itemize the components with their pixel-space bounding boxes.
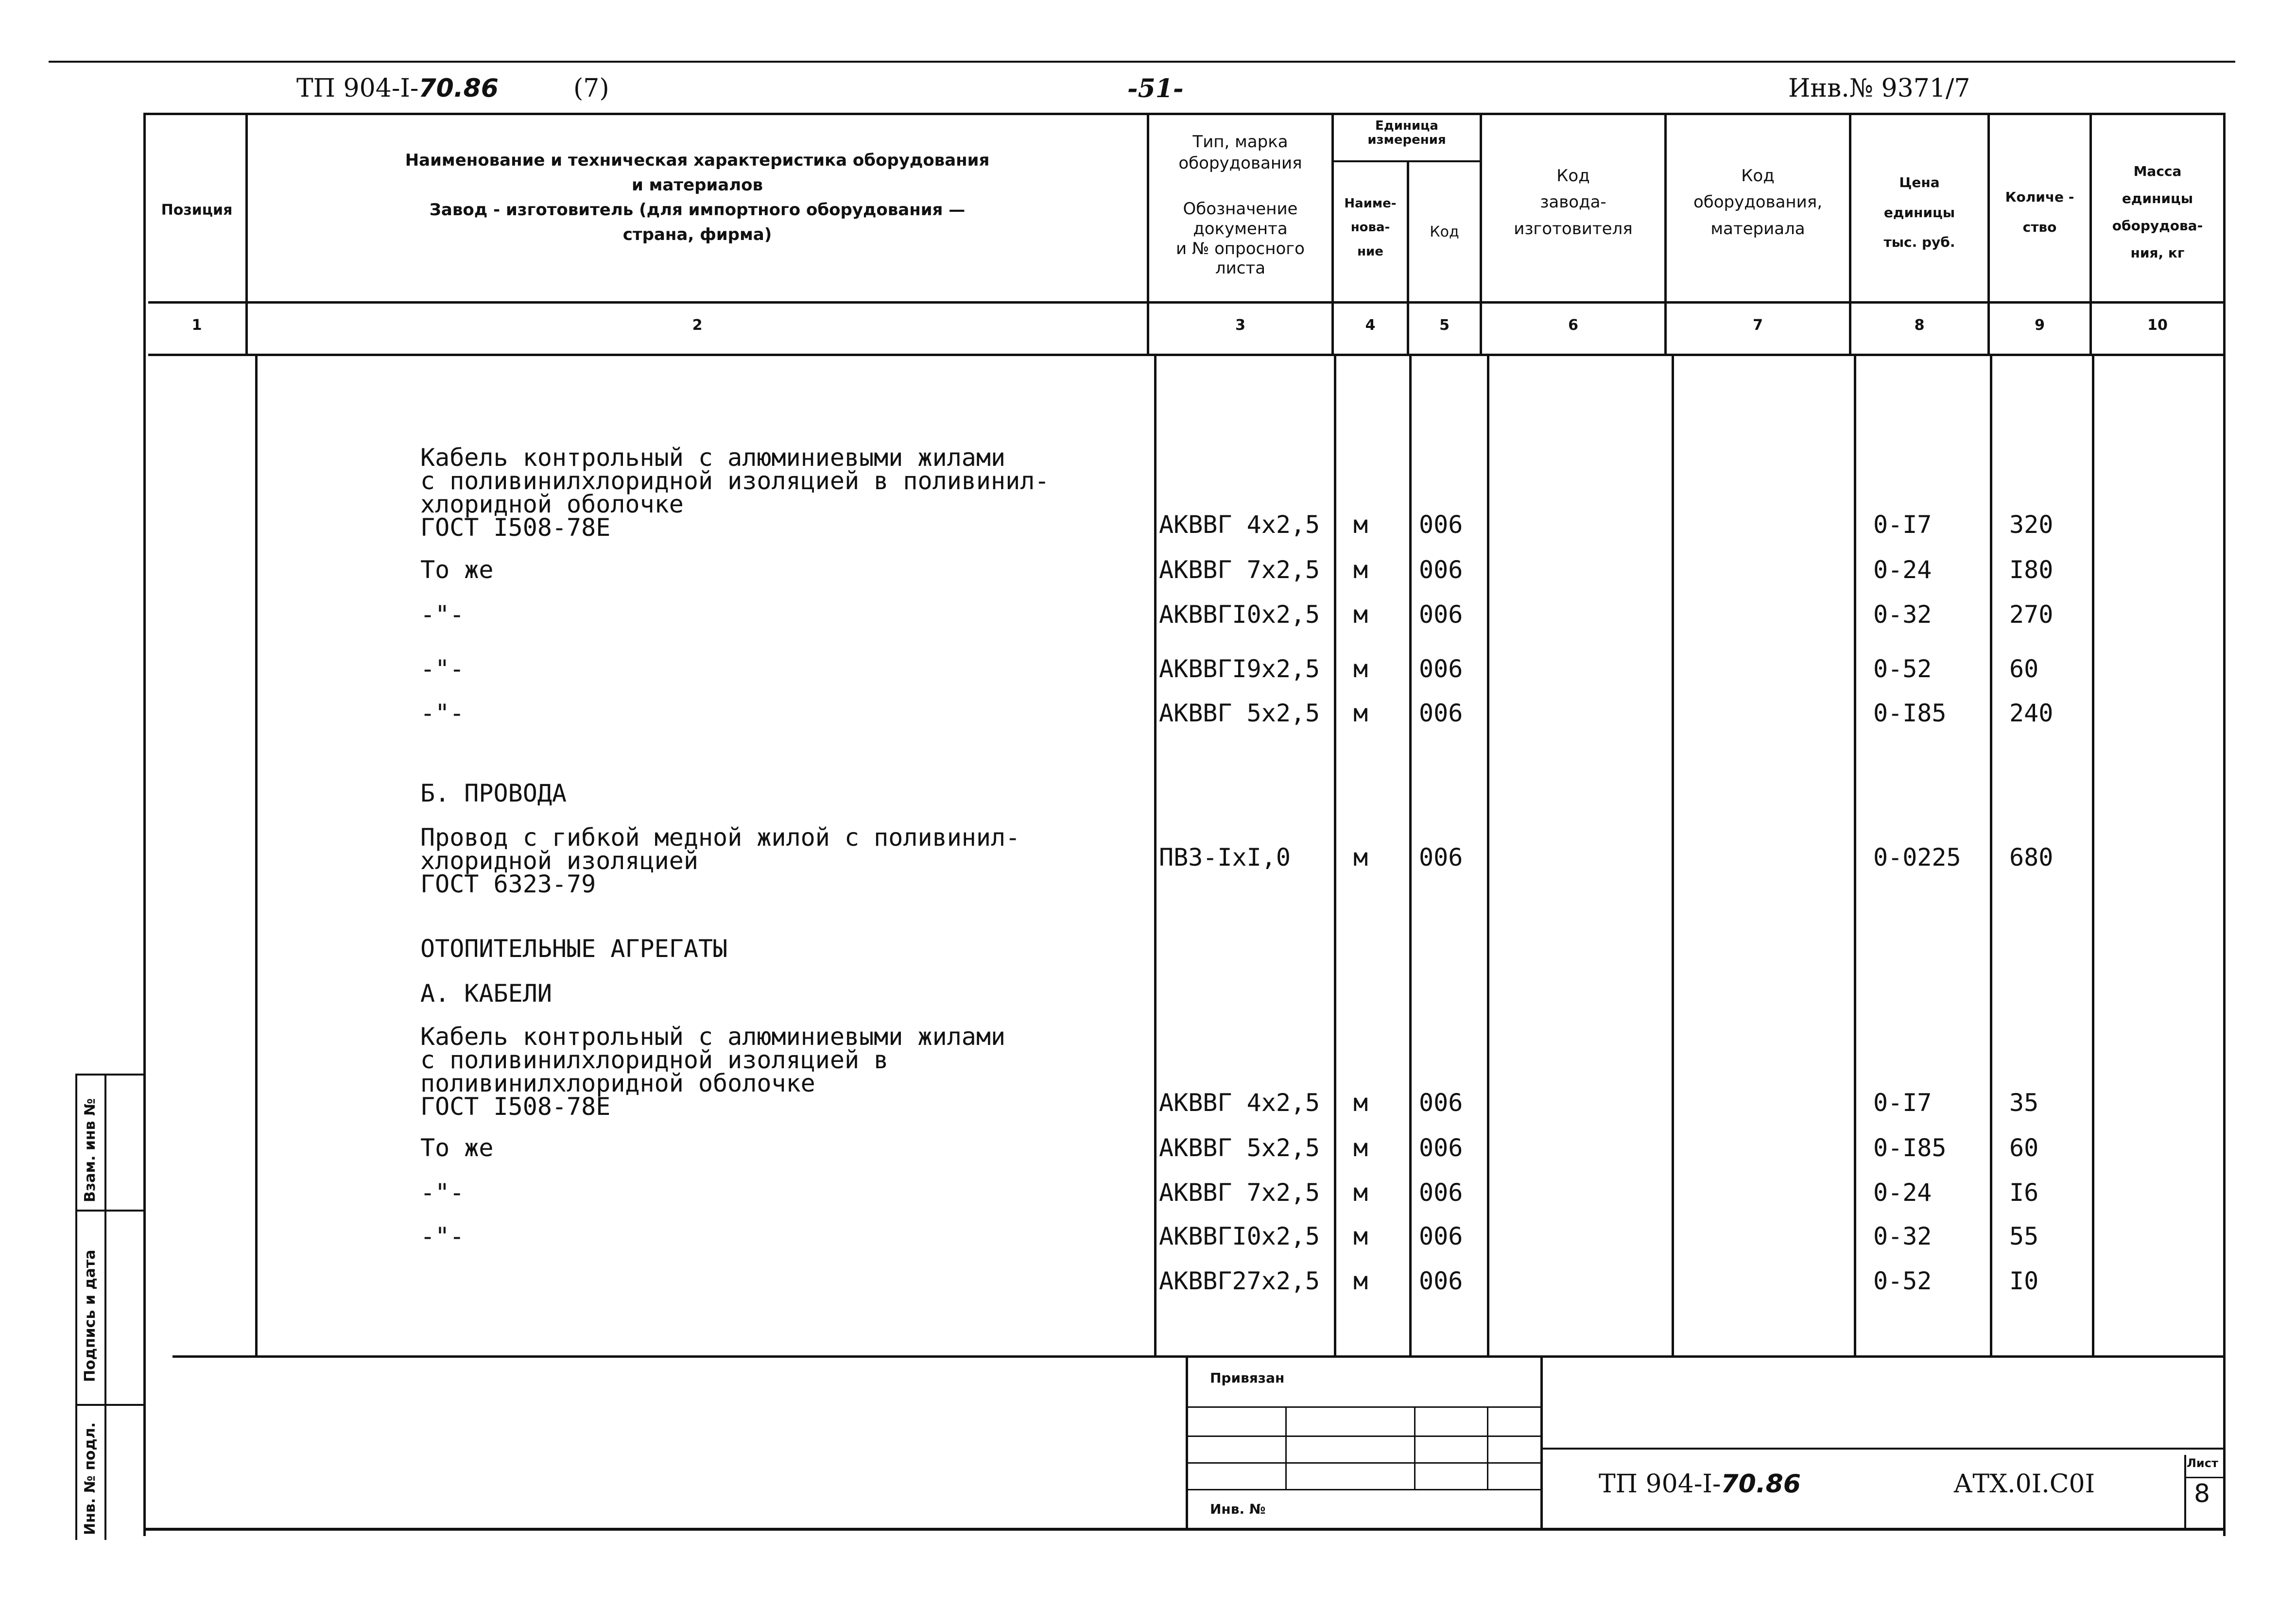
wire-description: Провод с гибкой медной жилой с поливинил- хлоридной изоляцией ГОСТ 6323-79 bbox=[420, 823, 1020, 898]
stamp-left-line bbox=[1186, 1355, 1188, 1528]
row-price: 0-I7 bbox=[1873, 511, 1932, 539]
header-price-line-2: единицы bbox=[1883, 204, 1955, 221]
col-sep-5-body bbox=[1487, 356, 1489, 1355]
header-unit-line-2: измерения bbox=[1367, 132, 1446, 147]
header-mass bbox=[2092, 158, 2223, 267]
row-quantity: I80 bbox=[2009, 556, 2054, 584]
row-quantity: 35 bbox=[2009, 1089, 2039, 1117]
frame-right-line bbox=[2223, 113, 2226, 1536]
header-equipment-code-line-2: оборудования, bbox=[1693, 192, 1823, 212]
row-price: 0-I85 bbox=[1873, 699, 1947, 727]
header-unit-name-line-3: ние bbox=[1357, 244, 1383, 259]
row-price: 0-32 bbox=[1873, 1222, 1932, 1250]
row-name: То же bbox=[420, 1134, 494, 1162]
header-separator bbox=[148, 301, 2223, 304]
row-type: АКВВГI0х2,5 bbox=[1159, 1222, 1320, 1250]
header-unit-code: Код bbox=[1430, 223, 1459, 240]
header-name-line-2: и материалов bbox=[631, 175, 763, 195]
header-name-line-3: Завод - изготовитель (для импортного оборудования — bbox=[429, 200, 966, 220]
row-code: 006 bbox=[1419, 699, 1463, 727]
row-price: 0-I7 bbox=[1873, 1089, 1932, 1117]
variant-label: (7) bbox=[573, 74, 609, 103]
row-unit: м bbox=[1353, 699, 1368, 727]
row-type: АКВВГ 7х2,5 bbox=[1159, 1179, 1320, 1207]
stamp-right-line bbox=[1540, 1355, 1543, 1528]
row-code: 006 bbox=[1419, 1089, 1463, 1117]
row-price: 0-0225 bbox=[1873, 843, 1961, 871]
side-stamp-sep-2 bbox=[75, 1404, 143, 1406]
side-stamp-mid bbox=[104, 1074, 106, 1540]
row-price: 0-32 bbox=[1873, 600, 1932, 629]
col-number-10: 10 bbox=[2147, 317, 2168, 334]
header-unit-line-1: Единица bbox=[1375, 119, 1438, 133]
row-name: То же bbox=[420, 556, 494, 584]
col-sep-7-body bbox=[1854, 356, 1856, 1355]
row-unit: м bbox=[1353, 1134, 1368, 1162]
row-type: АКВВГ27х2,5 bbox=[1159, 1267, 1320, 1295]
table-bottom-line bbox=[173, 1355, 2223, 1358]
col-number-1: 1 bbox=[191, 317, 202, 334]
row-type: АКВВГ 7х2,5 bbox=[1159, 556, 1320, 584]
side-label-sign-date: Подпись и дата bbox=[82, 1249, 99, 1382]
header-designation bbox=[1149, 199, 1331, 278]
row-price: 0-I85 bbox=[1873, 1134, 1947, 1162]
row-code: 006 bbox=[1419, 843, 1463, 871]
col-number-6: 6 bbox=[1568, 317, 1578, 334]
row-quantity: 60 bbox=[2009, 655, 2039, 683]
doc-code-top bbox=[296, 74, 499, 103]
header-unit-name-line-1: Наиме- bbox=[1344, 196, 1397, 211]
doc-code-handwritten: 70.86 bbox=[418, 74, 499, 103]
row-unit: м bbox=[1353, 1267, 1368, 1295]
row-type: АКВВГ 4х2,5 bbox=[1159, 1089, 1320, 1117]
row-quantity: 680 bbox=[2009, 843, 2054, 871]
col-number-5: 5 bbox=[1439, 317, 1450, 334]
header-price bbox=[1851, 168, 1987, 257]
row-name: -"- bbox=[420, 1179, 465, 1207]
header-mass-line-3: оборудова- bbox=[2112, 218, 2203, 234]
row-type: АКВВГ 4х2,5 bbox=[1159, 511, 1320, 539]
row-quantity: 240 bbox=[2009, 699, 2054, 727]
header-name-line-1: Наименование и техническая характеристика оборудования bbox=[405, 151, 990, 170]
header-type-line-1: Тип, марка bbox=[1192, 132, 1288, 152]
header-designation-line-3: и № опросного bbox=[1176, 239, 1305, 258]
row-unit: м bbox=[1353, 556, 1368, 584]
header-mass-line-2: единицы bbox=[2122, 190, 2193, 206]
header-designation-line-2: документа bbox=[1193, 219, 1288, 239]
col-sep-3-body bbox=[1334, 356, 1336, 1355]
header-unit-name-line-2: нова- bbox=[1350, 220, 1390, 235]
sheet-box-left bbox=[2184, 1455, 2186, 1528]
row-code: 006 bbox=[1419, 1179, 1463, 1207]
cable-description-1: Кабель контрольный с алюминиевыми жилами с поливинилхлоридной изоляцией в поливинил- хлоридной оболочке ГОСТ I508-78Е bbox=[420, 444, 1050, 542]
row-type: АКВВГI0х2,5 bbox=[1159, 600, 1320, 629]
row-name: -"- bbox=[420, 699, 465, 727]
col-number-8: 8 bbox=[1914, 317, 1925, 334]
sheet-number: 8 bbox=[2194, 1479, 2210, 1508]
row-unit: м bbox=[1353, 655, 1368, 683]
row-name: -"- bbox=[420, 1222, 465, 1250]
header-quantity bbox=[1990, 182, 2089, 242]
header-designation-line-4: листа bbox=[1215, 258, 1266, 278]
frame-top-line bbox=[143, 113, 2223, 115]
header-type bbox=[1149, 131, 1331, 174]
row-quantity: 60 bbox=[2009, 1134, 2039, 1162]
col-number-9: 9 bbox=[2035, 317, 2045, 334]
row-code: 006 bbox=[1419, 1134, 1463, 1162]
row-code: 006 bbox=[1419, 1267, 1463, 1295]
header-quantity-line-2: ство bbox=[2022, 219, 2057, 235]
header-equipment-code-line-3: материала bbox=[1710, 219, 1805, 239]
header-equipment-code-line-1: Код bbox=[1741, 166, 1775, 186]
col-number-3: 3 bbox=[1235, 317, 1245, 334]
inventory-number: Инв.№ 9371/7 bbox=[1788, 74, 1970, 103]
header-name bbox=[253, 148, 1142, 247]
title-block-doc-code bbox=[1599, 1469, 1801, 1499]
title-block-doc-handwritten: 70.86 bbox=[1721, 1469, 1801, 1499]
section-cables: А. КАБЕЛИ bbox=[420, 979, 552, 1008]
side-label-inv-podl: Инв. № подл. bbox=[82, 1422, 99, 1535]
row-type: АКВВГ 5х2,5 bbox=[1159, 1134, 1320, 1162]
row-unit: м bbox=[1353, 843, 1368, 871]
col-sep-2-body bbox=[1154, 356, 1157, 1355]
row-code: 006 bbox=[1419, 600, 1463, 629]
col-number-4: 4 bbox=[1365, 317, 1376, 334]
row-type: АКВВГ 5х2,5 bbox=[1159, 699, 1320, 727]
header-mass-line-4: ния, кг bbox=[2130, 245, 2185, 261]
row-type: ПВ3-IхI,0 bbox=[1159, 843, 1291, 871]
col-number-2: 2 bbox=[692, 317, 703, 334]
row-price: 0-24 bbox=[1873, 1179, 1932, 1207]
side-stamp-left bbox=[75, 1074, 77, 1540]
doc-code-prefix: ТП 904-I- bbox=[296, 74, 419, 103]
row-unit: м bbox=[1353, 1179, 1368, 1207]
side-label-vzam: Взам. инв № bbox=[82, 1098, 99, 1202]
row-code: 006 bbox=[1419, 511, 1463, 539]
row-unit: м bbox=[1353, 600, 1368, 629]
row-code: 006 bbox=[1419, 556, 1463, 584]
side-stamp-sep-1 bbox=[75, 1210, 143, 1212]
row-code: 006 bbox=[1419, 1222, 1463, 1250]
frame-left-line bbox=[143, 113, 146, 1536]
header-factory-code-line-2: завода- bbox=[1540, 192, 1606, 212]
side-stamp-top bbox=[75, 1074, 143, 1076]
row-quantity: I6 bbox=[2009, 1179, 2039, 1207]
col-sep-9-body bbox=[2092, 356, 2094, 1355]
stamp-col-line-3 bbox=[1487, 1406, 1488, 1489]
header-equipment-code bbox=[1667, 163, 1849, 242]
header-factory-code-line-3: изготовителя bbox=[1514, 219, 1633, 239]
stamp-inv-label: Инв. № bbox=[1210, 1501, 1266, 1517]
header-quantity-line-1: Количе - bbox=[2005, 189, 2074, 205]
sheet-label: Лист bbox=[2187, 1456, 2218, 1470]
row-name: -"- bbox=[420, 600, 465, 629]
stamp-col-line-1 bbox=[1285, 1406, 1287, 1489]
section-heaters: ОТОПИТЕЛЬНЫЕ АГРЕГАТЫ bbox=[420, 935, 728, 963]
header-price-line-3: тыс. руб. bbox=[1883, 234, 1955, 251]
stamp-col-line-2 bbox=[1414, 1406, 1416, 1489]
header-factory-code-line-1: Код bbox=[1556, 166, 1590, 186]
stamp-row-line-4 bbox=[1188, 1489, 1540, 1490]
title-block-doc-id: АТХ.0I.С0I bbox=[1953, 1469, 2095, 1499]
row-price: 0-52 bbox=[1873, 655, 1932, 683]
row-code: 006 bbox=[1419, 655, 1463, 683]
header-type-line-2: оборудования bbox=[1178, 154, 1302, 173]
frame-bottom-line bbox=[146, 1528, 2226, 1531]
header-position: Позиция bbox=[161, 202, 233, 219]
row-unit: м bbox=[1353, 1222, 1368, 1250]
cable-description-2: Кабель контрольный с алюминиевыми жилами с поливинилхлоридной изоляцией в поливинилхлоридной оболочке ГОСТ I508-78Е bbox=[420, 1023, 1006, 1121]
header-unit-name bbox=[1334, 192, 1407, 264]
col-sep-4-body bbox=[1409, 356, 1412, 1355]
unit-group-line bbox=[1331, 160, 1482, 162]
row-quantity: 55 bbox=[2009, 1222, 2039, 1250]
header-name-line-4: страна, фирма) bbox=[622, 225, 772, 244]
title-block-doc-prefix: ТП 904-I- bbox=[1599, 1469, 1721, 1499]
row-quantity: I0 bbox=[2009, 1267, 2039, 1295]
row-unit: м bbox=[1353, 1089, 1368, 1117]
row-price: 0-24 bbox=[1873, 556, 1932, 584]
col-sep-1-body bbox=[255, 356, 258, 1355]
row-type: АКВВГI9х2,5 bbox=[1159, 655, 1320, 683]
row-quantity: 270 bbox=[2009, 600, 2054, 629]
col-sep-6-body bbox=[1672, 356, 1674, 1355]
top-border-line bbox=[49, 61, 2235, 63]
row-price: 0-52 bbox=[1873, 1267, 1932, 1295]
header-mass-line-1: Масса bbox=[2133, 163, 2182, 179]
column-number-separator bbox=[148, 354, 2223, 356]
col-number-7: 7 bbox=[1753, 317, 1763, 334]
header-designation-line-1: Обозначение bbox=[1183, 199, 1298, 219]
row-name: -"- bbox=[420, 655, 465, 683]
header-factory-code bbox=[1482, 163, 1664, 242]
stamp-bound-label: Привязан bbox=[1210, 1370, 1285, 1386]
col-sep-8-body bbox=[1990, 356, 1992, 1355]
header-unit-group bbox=[1334, 119, 1480, 147]
title-block-line bbox=[1540, 1448, 2223, 1450]
page-mark: -51- bbox=[1127, 74, 1184, 103]
section-wires: Б. ПРОВОДА bbox=[420, 779, 567, 807]
header-price-line-1: Цена bbox=[1899, 174, 1940, 190]
row-unit: м bbox=[1353, 511, 1368, 539]
row-quantity: 320 bbox=[2009, 511, 2054, 539]
sheet-box-divider bbox=[2184, 1477, 2223, 1478]
